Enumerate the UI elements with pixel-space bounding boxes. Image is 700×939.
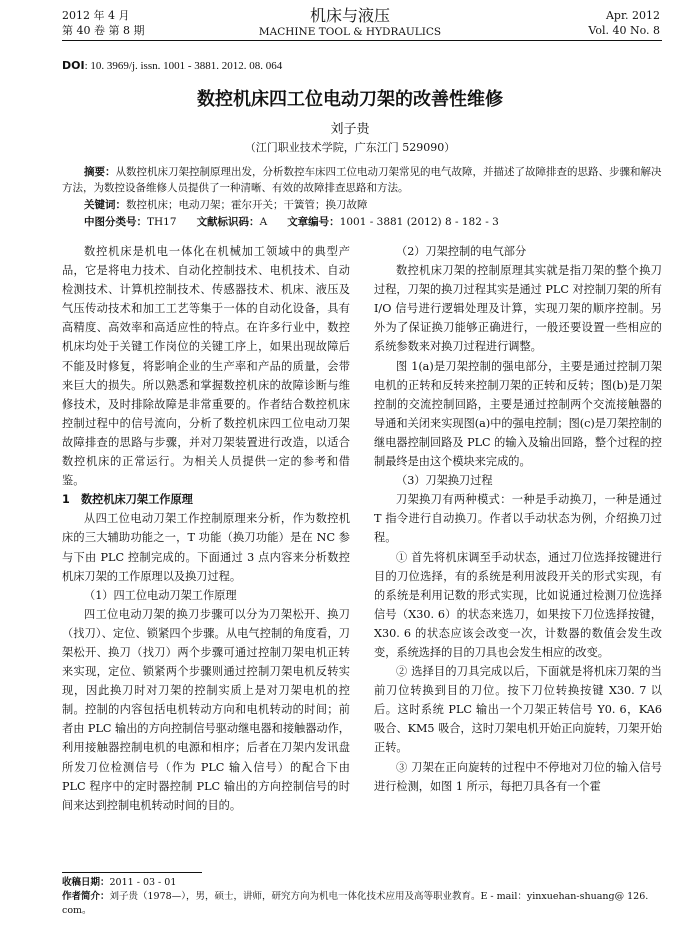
keywords-label: 关键词： (84, 199, 126, 211)
paragraph: 四工位电动刀架的换刀步骤可以分为刀架松开、换刀（找刀）、定位、锁紧四个步骤。从电气控制的角度看，刀架松开、换刀（找刀）两个步骤可通过控制刀架电机正转来实现，定位、锁紧两个步骤则通过控制刀架电机反转实现，因此换刀时对刀架的控制实质上是对刀架电机的控制。控制的内容包括电机转动方向和电机转动的时间；前者由 PLC 输出的方向控制信号驱动继电器和接触器动作，利用接触器控制电机的电源和相序；后者在刀架内发讯盘所发刀位检测信号（作为 PLC 输入信号）的配合下由 PLC 程序中的定时器控制 PLC 输出的方向控制信号的时间来达到控制电机转动时间的目的。 (62, 607, 350, 812)
keywords-text: 数控机床；电动刀架；霍尔开关；干簧管；换刀故障 (126, 199, 368, 211)
issue-volume: 第 40 卷 第 8 期 (62, 24, 145, 37)
paragraph: ② 选择目的刀具完成以后，下面就是将机床刀架的当前刀位转换到目的刀位。按下刀位转换按键 X30. 7 以后。这时系统 PLC 输出一个刀架正转信号 Y0. 6，KA6 吸合、KM5 吸合，这时刀架电机开始正向旋转，刀架开始正转。 (374, 665, 662, 755)
subheading: （3）刀架换刀过程 (396, 474, 493, 488)
received-label: 收稿日期： (62, 877, 110, 888)
received-date: 2011 - 03 - 01 (109, 877, 177, 888)
doc-code-value: A (259, 216, 268, 228)
doi-value: : 10. 3969/j. issn. 1001 - 3881. 2012. 08. 064 (84, 60, 283, 72)
classification-line (84, 214, 499, 230)
intro-paragraph: 数控机床是机电一体化在机械加工领域中的典型产品，它是将电力技术、自动化控制技术、电机技术、自动检测技术、计算机控制技术、传感器技术、机床、液压及气压传动技术和加工工艺等集于一体的自动化设备，具有高精度、高效率和高适应性的特点。在许多行业中，数控机床均处于关键工作岗位的关键工序上，如果出现故障后不能及时修复，将影响企业的生产率和产品的质量，会带来巨大的损失。所以熟悉和掌握数控机床的故障诊断与维修技术，及时排除故障是非常重要的。作者结合数控机床控制过程中的信号流向，分析了数控机床四工位电动刀架故障排查的思路与步骤，并对刀架装置进行改造，以适合数控机床的正常运行。为相关人员提供一定的参考和借鉴。 (62, 245, 350, 488)
paragraph: 刀架换刀有两种模式：一种是手动换刀，一种是通过 T 指令进行自动换刀。作者以手动状态为例，介绍换刀过程。 (374, 493, 662, 545)
abstract-label: 摘要： (84, 166, 116, 178)
paragraph: ③ 刀架在正向旋转的过程中不停地对刀位的输入信号进行检测，如图 1 所示，每把刀具各有一个霍 (374, 760, 662, 793)
journal-name-cn: 机床与液压 (309, 6, 390, 25)
article-no-label: 文章编号： (287, 216, 340, 228)
keywords (84, 197, 368, 213)
body-column-right (374, 242, 662, 796)
journal-name-en: MACHINE TOOL & HYDRAULICS (258, 26, 442, 38)
article-title: 数控机床四工位电动刀架的改善性维修 (197, 89, 503, 110)
abstract-text: 从数控机床刀架控制原理出发，分析数控车床四工位电动刀架常见的电气故障，并描述了故障排查的思路、步骤和解决方法，为数控设备维修人员提供了一种清晰、有效的故障排查思路和方法。 (62, 166, 662, 194)
issue-date: 2012 年 4 月 (62, 9, 130, 22)
paragraph: ① 首先将机床调至手动状态，通过刀位选择按键进行目的刀位选择，有的系统是利用波段开关的形式实现，有的系统是利用记数的形式实现，比如说通过检测刀位选择信号（X30. 6）的状态来选刀，如果按下刀位选择按键，X30. 6 的状态应该会改变一次，计数器的数值会发生改变，系统选择的目的刀具也会发生相应的改变。 (374, 550, 662, 659)
body-column-left (62, 242, 350, 815)
author-name: 刘子贵 (330, 122, 370, 137)
section-heading-1: 1 数控机床刀架工作原理 (62, 493, 193, 507)
paragraph: 数控机床刀架的控制原理其实就是指刀架的整个换刀过程，刀架的换刀过程其实是通过 PLC 对控制刀架的所有 I/O 信号进行逻辑处理及计算，实现刀架的顺序控制。另外为了保证换刀能够正确进行，一般还要设置一些相应的系统参数来对换刀过程进行调整。 (374, 264, 662, 354)
abstract (62, 164, 662, 196)
bio-label: 作者简介： (62, 891, 110, 902)
article-no-value: 1001 - 3881 (2012) 8 - 182 - 3 (339, 216, 499, 228)
paragraph: 从四工位电动刀架工作控制原理来分析，作为数控机床的三大辅助功能之一，T 功能（换刀功能）是在 NC 参与下由 PLC 控制完成的。下面通过 3 点内容来分析数控机床刀架的工作原理以及换刀过程。 (62, 512, 350, 583)
issue-volume-en: Vol. 40 No. 8 (588, 24, 660, 37)
header-rule (62, 40, 662, 41)
clc-label: 中图分类号： (84, 216, 147, 228)
subheading: （2）刀架控制的电气部分 (396, 245, 527, 258)
issue-date-en: Apr. 2012 (605, 9, 660, 22)
clc-value: TH17 (147, 216, 177, 228)
header-right (588, 8, 660, 38)
affiliation: （江门职业技术学院，广东江门 529090） (244, 141, 456, 154)
doi-line (62, 59, 282, 72)
doc-code-label: 文献标识码： (196, 216, 260, 228)
doi-label: DOI (62, 59, 85, 72)
author-bio: 刘子贵（1978—），男，硕士，讲师，研究方向为机电一体化技术应用及高等职业教育。E - mail：yinxuehan-shuang@ 126. com。 (62, 891, 649, 916)
paragraph: 图 1(a)是刀架控制的强电部分，主要是通过控制刀架电机的正转和反转来控制刀架的正转和反转；图(b)是刀架控制的交流控制回路，主要是通过控制两个交流接触器的导通和关闭来实现图(a)中的强电控制；图(c)是刀架控制的继电器控制回路及 PLC 的输入及输出回路，整个过程的控制最终是由这个模块来完成的。 (374, 359, 662, 469)
subheading: （1）四工位电动刀架工作原理 (84, 588, 237, 602)
footnote-rule (62, 872, 202, 873)
footnote (62, 876, 662, 918)
